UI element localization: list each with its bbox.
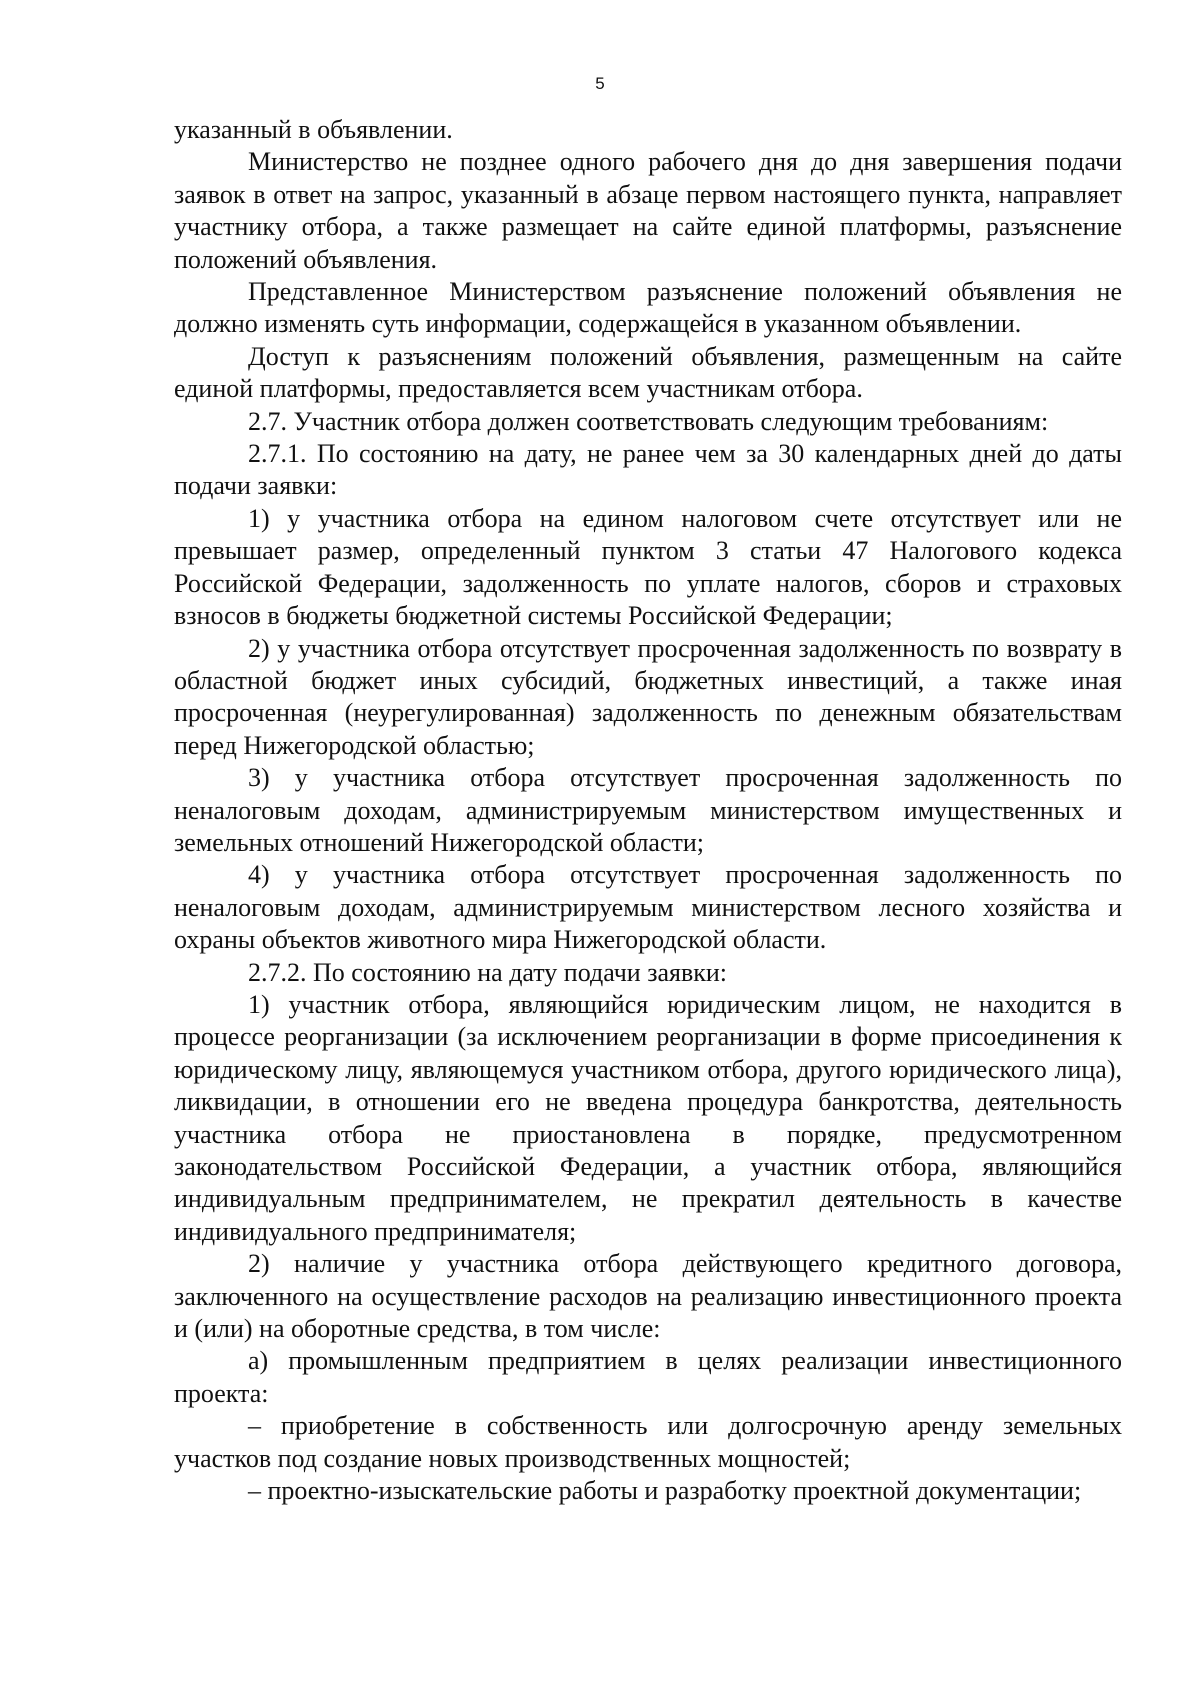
paragraph: а) промышленным предприятием в целях реализации инвестиционного проекта: [174,1346,1122,1408]
paragraph: 3) у участника отбора отсутствует просроченная задолженность по неналоговым доходам, администрируемым министерством имущественных и земельных отношений Нижегородской области; [174,763,1122,857]
paragraph: Министерство не позднее одного рабочего дня до дня завершения подачи заявок в ответ на запрос, указанный в абзаце первом настоящего пункта, направляет участнику отбора, а также размещает на сайте единой платформы, разъяснение положений объявления. [174,147,1122,274]
paragraph: 2) у участника отбора отсутствует просроченная задолженность по возврату в областной бюджет иных субсидий, бюджетных инвестиций, а также иная просроченная (неурегулированная) задолженность по денежным обязательствам перед Нижегородской областью; [174,633,1122,760]
paragraph: 4) у участника отбора отсутствует просроченная задолженность по неналоговым доходам, администрируемым министерством лесного хозяйства и охраны объектов животного мира Нижегородской области. [174,860,1122,955]
paragraph: 1) участник отбора, являющийся юридическим лицом, не находится в процессе реорганизации (за исключением реорганизации в форме присоединения к юридическому лицу, являющемуся участником отбора, другого юридического лица), ликвидации, в отношении его не введена процедура банкротства, деятельность участника отбора не приостановлена в порядке, предусмотренном законодательством Российской Федерации, а участник отбора, являющийся индивидуальным предпринимателем, не прекратил деятельность в качестве индивидуального предпринимателя; [174,989,1122,1246]
document-body [174,114,1122,1507]
paragraph: 2.7.2. По состоянию на дату подачи заявки: [248,957,728,987]
paragraph: указанный в объявлении. [174,115,453,144]
paragraph: – приобретение в собственность или долгосрочную аренду земельных участков под создание новых производственных мощностей; [174,1411,1122,1473]
paragraph: 2) наличие у участника отбора действующего кредитного договора, заключенного на осуществление расходов на реализацию инвестиционного проекта и (или) на оборотные средства, в том числе: [174,1249,1122,1344]
page-number: 5 [595,74,605,93]
paragraph: Представленное Министерством разъяснение положений объявления не должно изменять суть информации, содержащейся в указанном объявлении. [174,277,1122,339]
paragraph: – проектно-изыскательские работы и разработку проектной документации; [248,1476,1082,1506]
paragraph: 2.7.1. По состоянию на дату, не ранее чем за 30 календарных дней до даты подачи заявки: [174,439,1122,501]
paragraph: 1) у участника отбора на едином налоговом счете отсутствует или не превышает размер, определенный пунктом 3 статьи 47 Налогового кодекса Российской Федерации, задолженность по уплате налогов, сборов и страховых взносов в бюджеты бюджетной системы Российской Федерации; [174,503,1122,631]
paragraph: 2.7. Участник отбора должен соответствовать следующим требованиям: [248,406,1049,436]
paragraph: Доступ к разъяснениям положений объявления, размещенным на сайте единой платформы, предоставляется всем участникам отбора. [174,341,1122,404]
